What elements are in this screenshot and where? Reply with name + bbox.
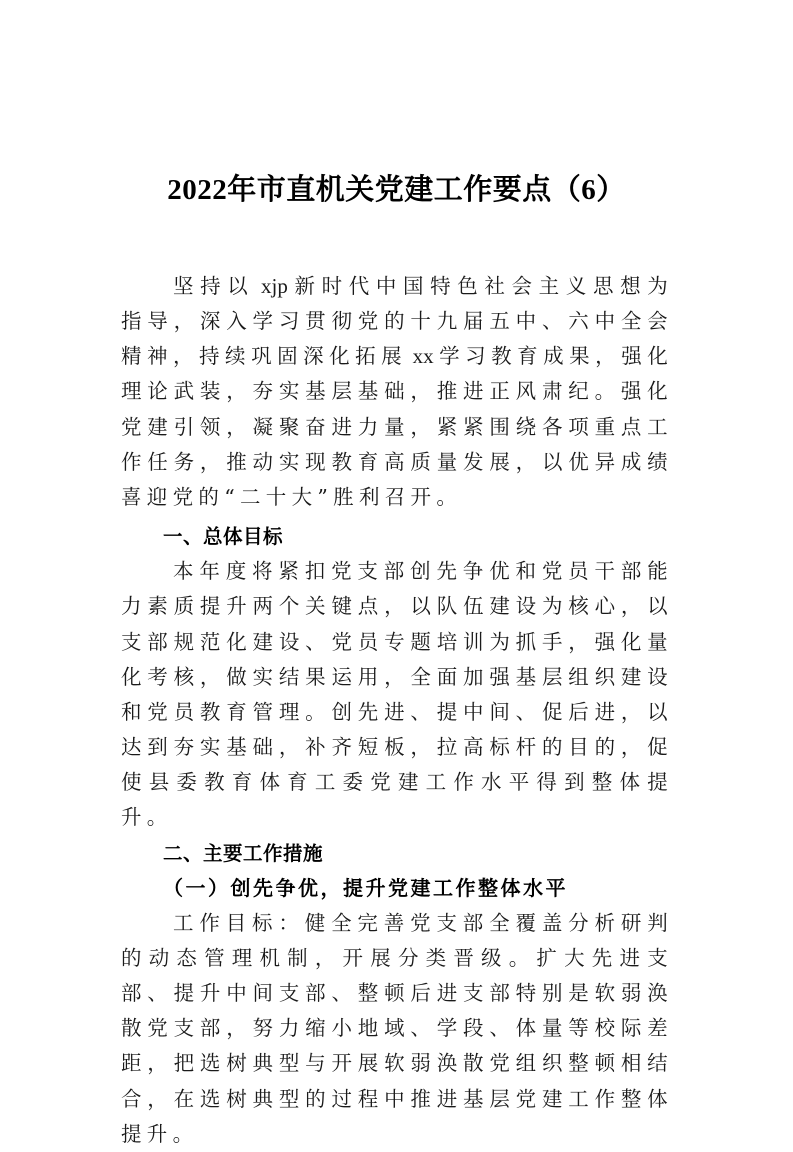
subsection-heading-excellence: （一）创先争优，提升党建工作整体水平 (163, 875, 568, 900)
intro-abbr-1: xjp (261, 274, 288, 298)
section-heading-main-measures: 二、主要工作措施 (163, 841, 324, 865)
document-title: 2022年市直机关党建工作要点（6） (167, 174, 626, 206)
intro-text-1: 坚持以 (173, 274, 255, 298)
overall-goals-paragraph: 本年度将紧扣党支部创先争优和党员干部能力素质提升两个关键点，以队伍建设为核心，以支部规范化建设、党员专题培训为抓手，强化量化考核，做实结果运用，全面加强基层组织建设和党员教育管理。创先进、提中间、促后进，以达到夯实基础，补齐短板，拉高标杆的目的，促使县委教育体育工委党建工作水平得到整体提升。 (121, 559, 673, 830)
intro-text-3: 学习教育成果，强化理论武装，夯实基层基础，推进正风肃纪。强化党建引领，凝聚奋进力量，紧紧围绕各项重点工作任务，推动实现教育高质量发展，以优异成绩喜迎党的“二十大”胜利召开。 (121, 344, 674, 509)
work-goal-paragraph: 工作目标：健全完善党支部全覆盖分析研判的动态管理机制，开展分类晋级。扩大先进支部、提升中间支部、整顿后进支部特别是软弱涣散党支部，努力缩小地域、学段、体量等校际差距，把选树典型与开展软弱涣散党组织整顿相结合，在选树典型的过程中推进基层党建工作整体提升。 (121, 910, 673, 1146)
intro-paragraph (121, 269, 673, 515)
intro-text-2: 新时代中国特色社会主义思想为指导，深入学习贯彻党的十九届五中、六中全会精神，持续巩固深化拓展 (121, 274, 674, 369)
intro-abbr-2: xx (412, 344, 434, 369)
section-heading-overall-goals: 一、总体目标 (163, 525, 284, 549)
document-body (121, 269, 673, 1152)
